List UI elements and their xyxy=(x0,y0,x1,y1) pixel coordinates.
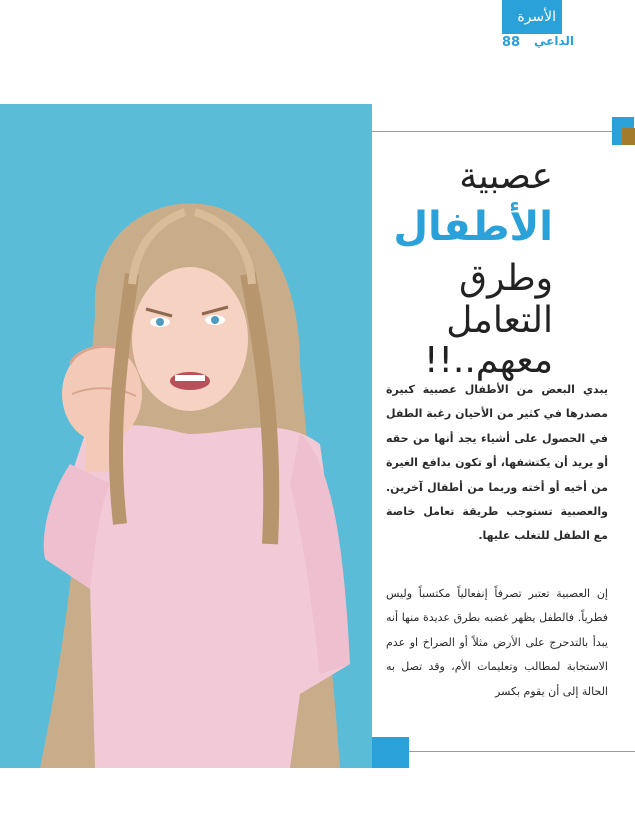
body-paragraph-2: إن العصبية تعتبر تصرفاً إنفعالياً مكتسباً وليس فطرياً. فالطفل يظهر غضبه بطرق عديدة منها أنه يبدأ بالتدحرج على الأرض مثلاً أو الصراخ او عدم الاستجابة لمطالب وتعليمات الأم، وقد تصل به الحالة إلى أن يقوم بكسر xyxy=(386,587,608,698)
angry-girl-photo xyxy=(0,104,372,768)
bottom-ornament xyxy=(372,737,409,768)
title-line-5: معهم..!! xyxy=(424,340,553,381)
top-divider xyxy=(372,131,614,132)
section-label: الأسرة xyxy=(517,9,556,25)
title-line-3: وطرق xyxy=(459,258,553,299)
title-line-2: الأطفال xyxy=(393,204,553,250)
title-line-4: التعامل xyxy=(446,300,553,341)
title-line-1: عصبية xyxy=(459,156,553,197)
page-number: 88 xyxy=(502,35,521,50)
section-tag xyxy=(502,0,562,34)
bottom-divider xyxy=(409,751,635,752)
magazine-logo: الداعي xyxy=(534,34,575,48)
corner-ornament-gold xyxy=(622,128,635,145)
body-paragraph-1: يبدي البعض من الأطفال عصبية كبيرة مصدرها في كثير من الأحيان رغبة الطفل في الحصول على أشياء يجد أنها من حقه أو يريد أن يكتشفها، أو تكون بدافع الغيرة من أخيه أو أخته وربما من أطفال آخرين. والعصبية تستوجب طريقة تعامل خاصة مع الطفل للتغلب عليها. xyxy=(386,383,608,543)
girl-illustration xyxy=(0,104,372,768)
